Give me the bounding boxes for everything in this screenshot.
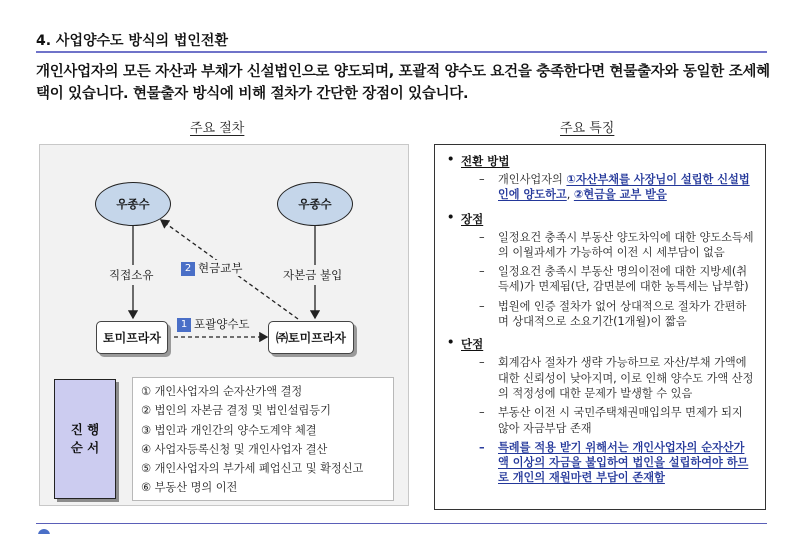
footer-mark [38, 529, 50, 534]
cash-transfer-label [181, 260, 242, 276]
process-tag-line2: 순 서 [70, 440, 100, 455]
step-badge-2: 2 [181, 262, 195, 276]
features-heading: 주요 특징 [560, 121, 615, 136]
capital-contribution-label: 자본금 불입 [283, 268, 343, 282]
advantage-item: – 법원에 인증 절차가 없어 상대적으로 절차가 간편하며 상대적으로 소요기간(1개월)이 짧음 [479, 299, 747, 329]
disadvantages-heading: • 단점 [445, 336, 755, 352]
process-tag-line1: 진 행 [70, 422, 100, 437]
owner-oval-left: 우종수 [95, 182, 171, 226]
process-step: ① 개인사업자의 순자산가액 결정 [141, 385, 303, 398]
features-panel [434, 144, 766, 510]
headline: 개인사업자의 모든 자산과 부채가 신설법인으로 양도되며, 포괄적 양수도 요건을 충족한다면 현물출자와 동일한 조세혜택이 있습니다. 현물출자 방식에 비해 절차가 간단한 장점이 있습니다. [36, 64, 770, 102]
sole-proprietor-box: 토미프라자 [96, 321, 168, 354]
process-step: ③ 법인과 개인간의 양수도계약 체결 [141, 423, 317, 437]
procedure-heading: 주요 절차 [190, 121, 245, 136]
comprehensive-transfer-label [177, 316, 250, 332]
disadvantage-item: – 회계감사 절차가 생략 가능하므로 자산/부채 가액에 대한 신뢰성이 낮아지며, 이로 인해 양수도 가액 산정의 적정성에 대한 문제가 발생할 수 있음 [479, 356, 754, 400]
title-divider [36, 51, 767, 53]
footer-divider [36, 523, 767, 524]
corporation-box: ㈜토미프라자 [268, 321, 354, 354]
section-title: 4. 사업양수도 방식의 법인전환 [36, 33, 228, 49]
process-step: ④ 사업자등록신청 및 개인사업자 결산 [141, 442, 328, 456]
advantages-heading: • 장점 [445, 211, 755, 227]
cash-transfer-text: 현금교부 [198, 261, 243, 275]
advantage-item: – 일정요건 충족시 부동산 양도차익에 대한 양도소득세의 이월과세가 가능하여 이전 시 세부담이 없음 [479, 230, 754, 259]
process-order-tag [54, 379, 116, 499]
procedure-panel [39, 144, 409, 506]
disadvantage-item: – 부동산 이전 시 국민주택채권매입의무 면제가 되지 않아 자금부담 존재 [479, 406, 743, 435]
process-step: ② 법인의 자본금 결정 및 법인설립등기 [141, 404, 331, 418]
owner-oval-right: 우종수 [277, 182, 353, 226]
conversion-method-item: – 개인사업자의 ①자산부채를 사장님이 설립한 신설법인에 양도하고, ②현금을 교부 받음 [479, 173, 750, 202]
step-badge-1: 1 [177, 318, 191, 332]
direct-ownership-label: 직접소유 [109, 268, 154, 282]
process-steps [132, 377, 394, 501]
process-step: ⑤ 개인사업자의 부가세 폐업신고 및 확정신고 [141, 462, 364, 476]
disadvantage-highlight: – 특례를 적용 받기 위해서는 개인사업자의 순자산가액 이상의 자금을 불입하여 법인을 설립하여야 하므로 개인의 재원마련 부담이 존재함 [479, 440, 749, 485]
process-step: ⑥ 부동산 명의 이전 [141, 481, 238, 495]
conversion-method-heading: • 전환 방법 [445, 153, 755, 169]
comprehensive-transfer-text: 포괄양수도 [194, 317, 250, 331]
advantage-item: – 일정요건 충족시 부동산 명의이전에 대한 지방세(취득세)가 면제됨(단, 감면분에 대한 농특세는 납부함) [479, 265, 749, 294]
